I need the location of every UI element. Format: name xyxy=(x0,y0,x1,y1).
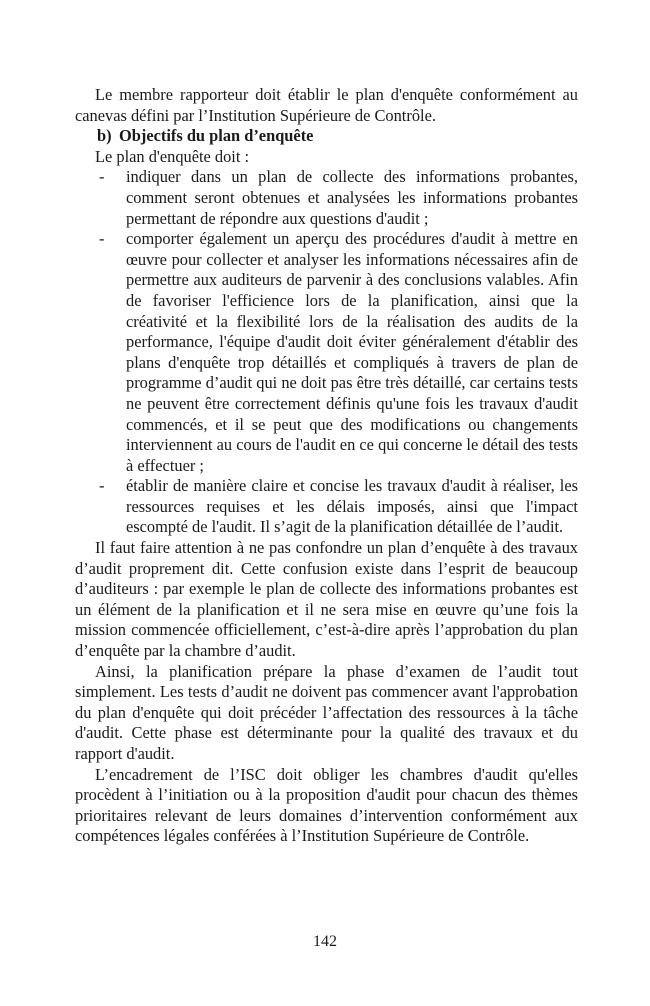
paragraph-encadrement: L’encadrement de l’ISC doit obliger les chambres d'audit qu'elles procèdent à l’initiation ou à la proposition d'audit pour chacun des thèmes prioritaires relevant de leurs domaines d’intervention conformément aux compétences légales conférées à l’Institution Supérieure de Contrôle. xyxy=(75,764,578,846)
dash-marker: - xyxy=(99,476,105,496)
list-item xyxy=(75,229,578,476)
list-item xyxy=(75,167,578,229)
list-item-text: établir de manière claire et concise les travaux d'audit à réaliser, les ressources requises et les délais imposés, ainsi que l'impact escompté de l'audit. Il s’agit de la planification détaillée de l’audit. xyxy=(126,476,578,537)
paragraph-rapporteur: Le membre rapporteur doit établir le plan d'enquête conformément au canevas défini par l’Institution Supérieure de Contrôle. xyxy=(75,85,578,125)
dash-marker: - xyxy=(99,167,105,187)
list-item-text: comporter également un aperçu des procédures d'audit à mettre en œuvre pour collecter et analyser les informations nécessaires afin de permettre aux auditeurs de parvenir à des conclusions valables. Afin de favoriser l'efficience lors de la planification, ainsi que la créativité et la flexibilité lors de la réalisation des audits de la performance, l'équipe d'audit doit éviter généralement d'établir des plans d'enquête trop détaillés et compliqués à travers de plan de programme d’audit qui ne doit pas être très détaillé, car certains tests ne peuvent être correctement définis qu'une fois les travaux d'audit commencés, et il se peut que des modifications ou changements interviennent au cours de l'audit en ce qui concerne le détail des tests à effectuer ; xyxy=(126,229,578,475)
list-item xyxy=(75,476,578,538)
paragraph-planification: Ainsi, la planification prépare la phase d’examen de l’audit tout simplement. Les tests d’audit ne doivent pas commencer avant l'approbation du plan d'enquête qui doit précéder l’affectation des ressources à la tâche d'audit. Cette phase est déterminante pour la qualité des travaux et du rapport d'audit. xyxy=(75,661,578,763)
list-item-text: indiquer dans un plan de collecte des informations probantes, comment seront obtenues et analysées les informations probantes permettant de répondre aux questions d'audit ; xyxy=(126,167,578,228)
section-title: Objectifs du plan d’enquête xyxy=(119,126,314,146)
objectives-list xyxy=(75,167,578,538)
intro-line: Le plan d'enquête doit : xyxy=(95,146,250,166)
section-marker: b) xyxy=(97,126,112,146)
page-number: 142 xyxy=(313,933,337,950)
page-body xyxy=(75,85,578,847)
paragraph-confusion: Il faut faire attention à ne pas confondre un plan d’enquête à des travaux d’audit proprement dit. Cette confusion existe dans l’esprit de beaucoup d’auditeurs : par exemple le plan de collecte des informations probantes est un élément de la planification et il ne sera mise en œuvre qu’une fois la mission commencée officiellement, c’est-à-dire après l’approbation du plan d’enquête par la chambre d’audit. xyxy=(75,538,578,661)
dash-marker: - xyxy=(99,229,105,249)
section-heading-objectifs xyxy=(75,126,578,147)
